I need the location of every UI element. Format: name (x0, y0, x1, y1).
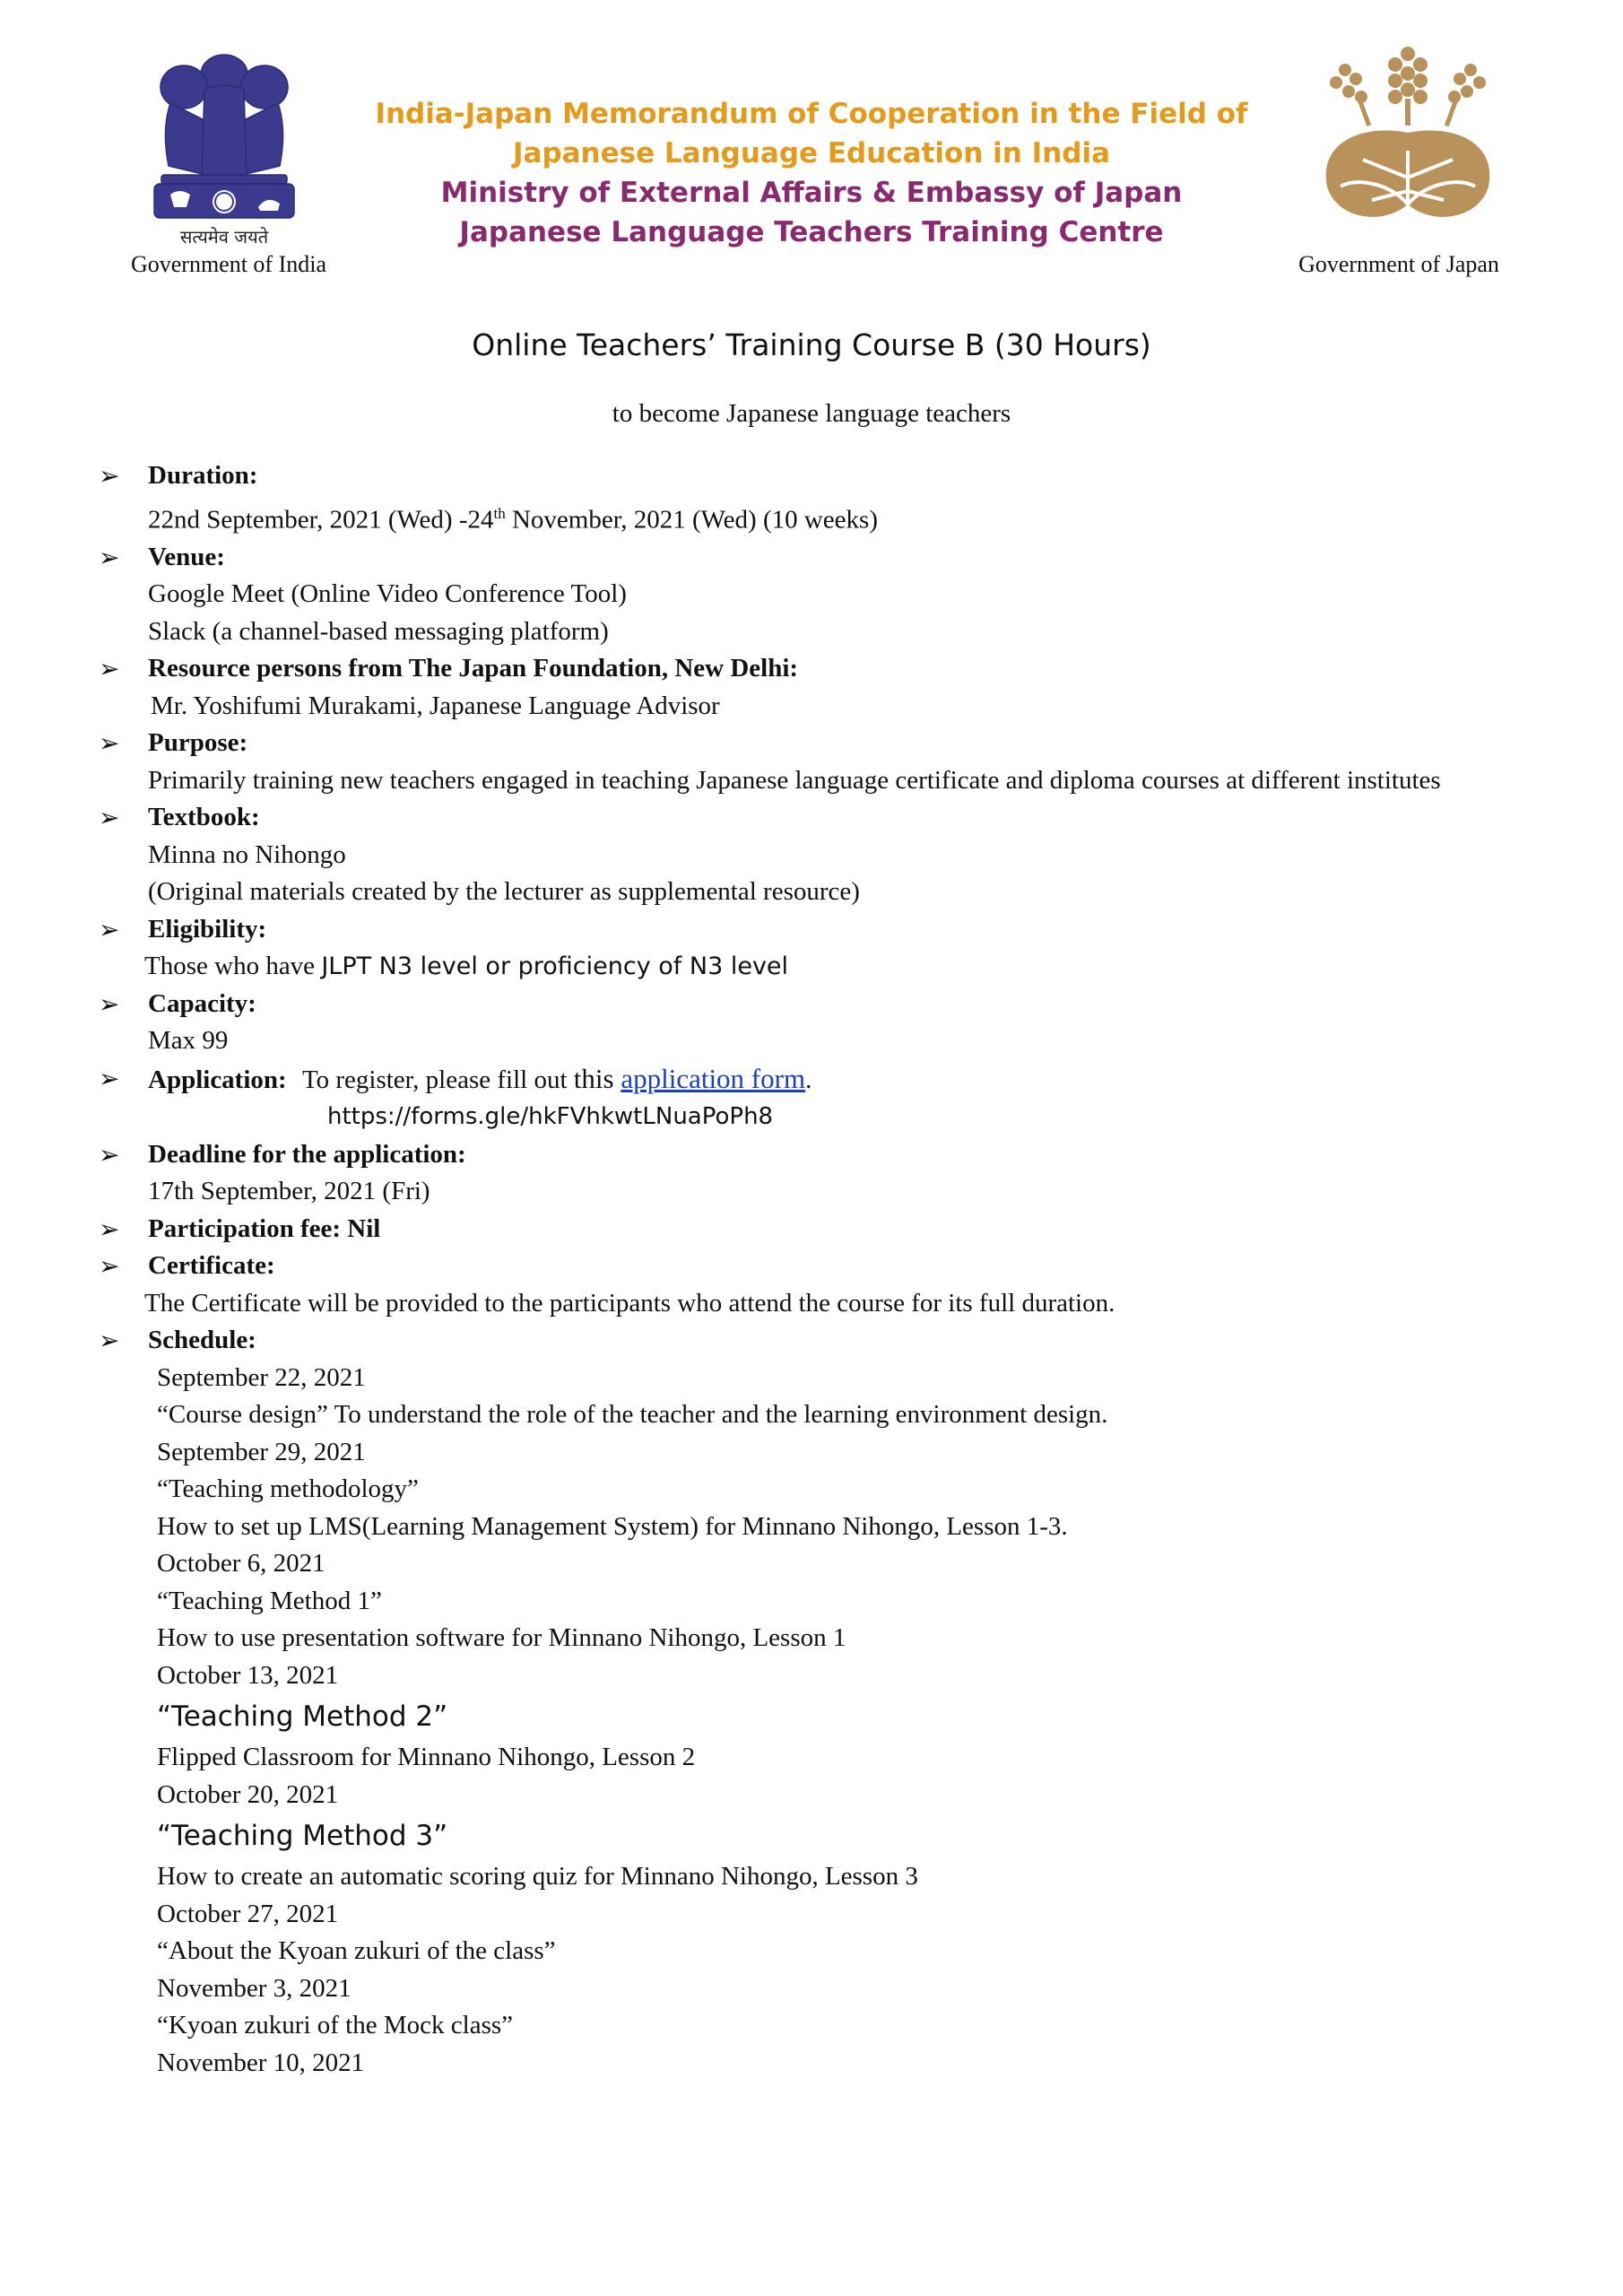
schedule-description: How to use presentation software for Minnano Nihongo, Lesson 1 (157, 1623, 846, 1653)
capacity-label: Capacity: (148, 988, 256, 1018)
schedule-date: November 10, 2021 (157, 2048, 365, 2077)
venue-section (99, 539, 1551, 651)
fee-section (99, 1211, 1551, 1248)
bullet-arrow-icon: ➢ (99, 1139, 120, 1170)
schedule-description: How to create an automatic scoring quiz for Minnano Nihongo, Lesson 3 (157, 1862, 918, 1892)
certificate-label: Certificate: (148, 1251, 275, 1281)
schedule-date: November 3, 2021 (157, 1973, 352, 2003)
schedule-description: Flipped Classroom for Minnano Nihongo, Lesson 2 (157, 1743, 696, 1772)
bullet-arrow-icon: ➢ (99, 1063, 120, 1093)
application-label: Application: (148, 1065, 287, 1094)
resource-section (99, 650, 1551, 725)
duration-section (99, 457, 1551, 539)
certificate-value: The Certificate will be provided to the participants who attend the course for its full duration. (144, 1288, 1115, 1318)
application-line: Application: To register, please fill out this application form. (148, 1062, 812, 1094)
deadline-label: Deadline for the application: (148, 1139, 466, 1169)
header-line-2: Japanese Language Education in India (512, 137, 1110, 170)
application-section (99, 1060, 1551, 1136)
venue-line-2: Slack (a channel-based messaging platform) (148, 616, 609, 646)
japan-paulownia-emblem-icon (1300, 34, 1515, 240)
venue-line-1: Google Meet (Online Video Conference Tool) (148, 579, 627, 609)
duration-label: Duration: (148, 461, 258, 490)
schedule-date: October 27, 2021 (157, 1899, 339, 1928)
header-line-1: India-Japan Memorandum of Cooperation in the Field of (375, 98, 1248, 130)
schedule-date: September 22, 2021 (157, 1362, 366, 1392)
schedule-topic: “Teaching Method 3” (157, 1820, 448, 1853)
capacity-value: Max 99 (148, 1026, 229, 1056)
schedule-date: September 29, 2021 (157, 1437, 366, 1466)
schedule-date: October 13, 2021 (157, 1660, 339, 1690)
purpose-label: Purpose: (148, 728, 248, 758)
schedule-topic: “Kyoan zukuri of the Mock class” (157, 2011, 514, 2040)
bullet-arrow-icon: ➢ (99, 803, 120, 833)
textbook-section (99, 799, 1551, 911)
header-line-3: Ministry of External Affairs & Embassy of Japan (440, 177, 1183, 209)
bullet-arrow-icon: ➢ (99, 728, 120, 759)
schedule-date: October 6, 2021 (157, 1549, 325, 1578)
schedule-label: Schedule: (148, 1326, 256, 1355)
course-details (99, 457, 1551, 2082)
certificate-section (99, 1248, 1551, 1322)
schedule-description: How to set up LMS(Learning Management System) for Minnano Nihongo, Lesson 1-3. (157, 1511, 1068, 1541)
textbook-line-2: (Original materials created by the lecturer as supplemental resource) (148, 877, 860, 907)
india-emblem-icon (135, 40, 314, 251)
bullet-arrow-icon: ➢ (99, 1251, 120, 1282)
schedule-topic: “Teaching Method 1” (157, 1586, 382, 1615)
schedule-topic: “Teaching Method 2” (157, 1700, 448, 1734)
eligibility-section (99, 911, 1551, 986)
application-form-link[interactable]: application form (621, 1062, 806, 1094)
header-line-4: Japanese Language Teachers Training Centre (459, 216, 1164, 248)
document-header (359, 94, 1264, 252)
course-title: Online Teachers’ Training Course B (30 Hours) (472, 327, 1151, 362)
bullet-arrow-icon: ➢ (99, 461, 120, 491)
schedule-date: October 20, 2021 (157, 1779, 339, 1809)
schedule-section (99, 1322, 1551, 2082)
bullet-arrow-icon: ➢ (99, 914, 120, 944)
bullet-arrow-icon: ➢ (99, 654, 120, 684)
textbook-line-1: Minna no Nihongo (148, 839, 346, 869)
schedule-topic: “Teaching methodology” (157, 1474, 419, 1504)
resource-value: Mr. Yoshifumi Murakami, Japanese Language Advisor (151, 691, 720, 720)
purpose-value: Primarily training new teachers engaged in teaching Japanese language certificate and diploma courses at different institutes (148, 765, 1441, 795)
schedule-list (148, 1360, 1551, 2083)
eligibility-value: Those who have JLPT N3 level or proficiency of N3 level (144, 952, 789, 981)
fee-label: Participation fee: Nil (148, 1213, 381, 1243)
resource-label: Resource persons from The Japan Foundation, New Delhi: (148, 654, 799, 683)
capacity-section (99, 986, 1551, 1060)
svg-text:सत्यमेव जयते: सत्यमेव जयते (179, 226, 269, 248)
eligibility-label: Eligibility: (148, 914, 267, 944)
schedule-topic: “About the Kyoan zukuri of the class” (157, 1936, 556, 1966)
government-of-japan-caption: Government of Japan (1298, 251, 1499, 277)
textbook-label: Textbook: (148, 803, 260, 832)
application-url[interactable]: https://forms.gle/hkFVhkwtLNuaPoPh8 (327, 1103, 774, 1131)
bullet-arrow-icon: ➢ (99, 1326, 120, 1356)
schedule-description: “Course design” To understand the role of the teacher and the learning environment design. (157, 1400, 1108, 1430)
duration-value: 22nd September, 2021 (Wed) -24th November, 2021 (Wed) (10 weeks) (148, 504, 878, 535)
deadline-section (99, 1136, 1551, 1211)
bullet-arrow-icon: ➢ (99, 542, 120, 572)
venue-label: Venue: (148, 542, 225, 571)
bullet-arrow-icon: ➢ (99, 1213, 120, 1244)
government-of-india-caption: Government of India (130, 251, 327, 277)
deadline-value: 17th September, 2021 (Fri) (148, 1177, 430, 1206)
purpose-section (99, 725, 1551, 799)
bullet-arrow-icon: ➢ (99, 988, 120, 1019)
course-subtitle: to become Japanese language teachers (612, 399, 1011, 428)
